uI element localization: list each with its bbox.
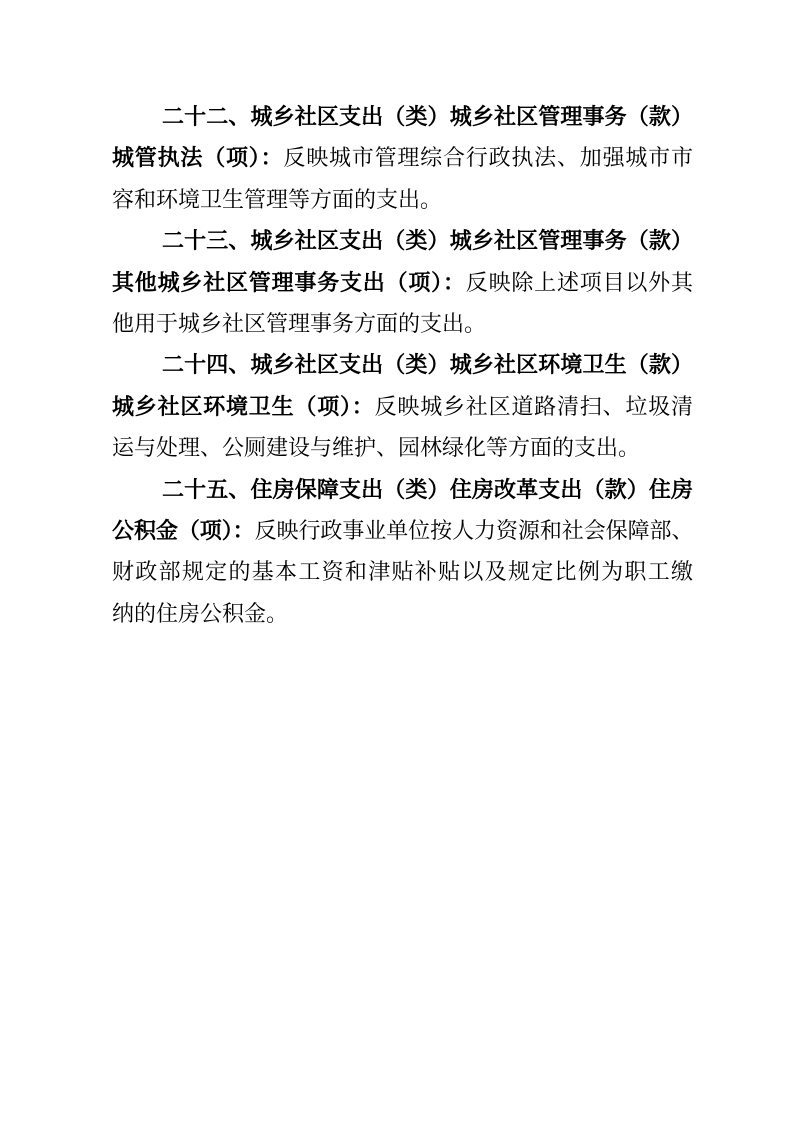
text-line: [112, 179, 693, 220]
paragraph-22: [112, 96, 693, 220]
text-line: [112, 137, 693, 178]
text-line: [112, 386, 693, 427]
text-line: [112, 427, 693, 468]
text-line: [112, 303, 693, 344]
text-line: [112, 344, 693, 385]
bold-run: 城管执法（项）：: [112, 145, 284, 171]
bold-run: 其他城乡社区管理事务支出（项）：: [112, 269, 466, 295]
paragraph-24: [112, 344, 693, 468]
regular-run: 反映城市管理综合行政执法、加强城市市: [283, 145, 693, 171]
regular-run: 财政部规定的基本工资和津贴补贴以及规定比例为职工缴: [112, 559, 693, 585]
text-line: [112, 220, 693, 261]
text-line: [112, 96, 693, 137]
text-line: [112, 510, 693, 551]
bold-run: 公积金（项）：: [112, 517, 255, 543]
paragraph-23: [112, 220, 693, 344]
regular-run: 他用于城乡社区管理事务方面的支出。: [112, 310, 487, 336]
bold-run: 二十三、城乡社区支出（类）城乡社区管理事务（款）: [162, 228, 693, 254]
bold-run: 城乡社区环境卫生（项）：: [112, 393, 375, 419]
regular-run: 反映除上述项目以外其: [465, 269, 693, 295]
regular-run: 反映行政事业单位按人力资源和社会保障部、: [254, 517, 693, 543]
regular-run: 纳的住房公积金。: [112, 600, 289, 626]
regular-run: 运与处理、公厕建设与维护、园林绿化等方面的支出。: [112, 435, 641, 461]
bold-run: 二十四、城乡社区支出（类）城乡社区环境卫生（款）: [162, 352, 693, 378]
text-line: [112, 593, 693, 634]
paragraph-25: [112, 469, 693, 635]
text-line: [112, 551, 693, 592]
regular-run: 容和环境卫生管理等方面的支出。: [112, 186, 443, 212]
text-line: [112, 262, 693, 303]
document-body: [112, 96, 693, 634]
bold-run: 二十二、城乡社区支出（类）城乡社区管理事务（款）: [162, 104, 693, 129]
bold-run: 二十五、住房保障支出（类）住房改革支出（款）住房: [162, 476, 693, 502]
text-line: [112, 469, 693, 510]
regular-run: 反映城乡社区道路清扫、垃圾清: [374, 393, 693, 419]
